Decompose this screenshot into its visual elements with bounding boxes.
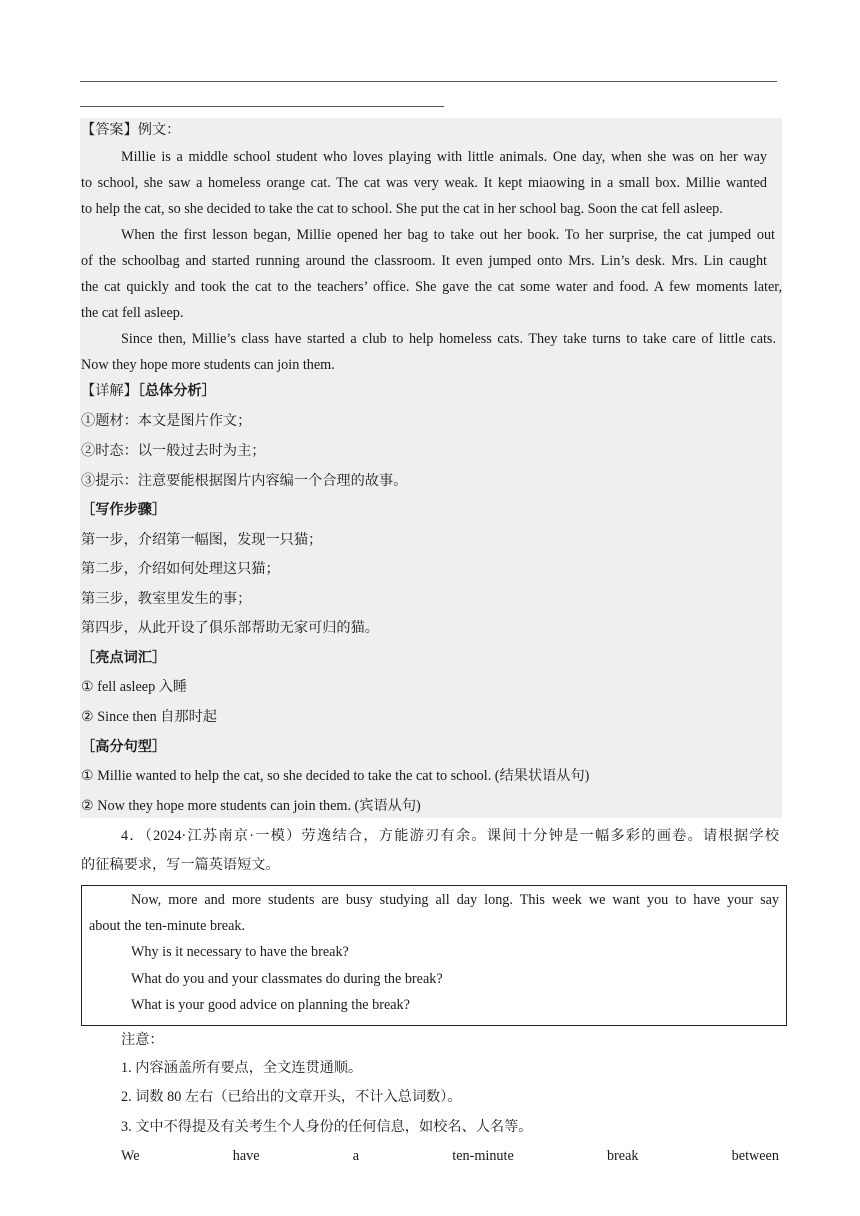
answer-line-2 — [80, 106, 444, 107]
sentence-item: ② Now they hope more students can join them. (宾语从句) — [81, 798, 421, 814]
note-item: 1. 内容涵盖所有要点，全文连贯通顺。 — [121, 1060, 363, 1076]
analysis-section-title: ［总体分析］ — [137, 383, 216, 399]
step-item: 第四步，从此开设了俱乐部帮助无家可归的猫。 — [81, 620, 379, 636]
vocab-header: ［亮点词汇］ — [81, 650, 167, 666]
essay-line: to school, she saw a homeless orange cat. The cat was very weak. It kept miaowing in a small box. Millie wanted — [81, 175, 767, 191]
start-word: ten-minute — [452, 1148, 514, 1164]
answer-header: 【答案】例文： — [81, 122, 181, 138]
sentence-item: ① Millie wanted to help the cat, so she decided to take the cat to school. (结果状语从句) — [81, 768, 590, 784]
question-4-line: 4．（2024·江苏南京·一模）劳逸结合，方能游刃有余。课间十分钟是一幅多彩的画卷。请根据学校 — [121, 828, 779, 844]
step-item: 第三步，教室里发生的事； — [81, 591, 252, 607]
analysis-tag: 【详解】 — [81, 383, 138, 399]
start-word: We — [121, 1148, 140, 1164]
essay-line: When the first lesson began, Millie opened her bag to take out her book. To her surprise, the cat jumped out — [121, 227, 775, 243]
essay-start-line — [121, 1146, 779, 1166]
steps-header: ［写作步骤］ — [81, 502, 167, 518]
sentence-header: ［高分句型］ — [81, 739, 167, 755]
vocab-item: ② Since then 自那时起 — [81, 709, 218, 725]
analysis-point: ②时态：以一般过去时为主； — [81, 443, 266, 459]
essay-line: to help the cat, so she decided to take the cat to school. She put the cat in her school bag. Soon the cat fell asleep. — [81, 201, 723, 217]
start-word: between — [731, 1148, 779, 1164]
start-word: have — [232, 1148, 260, 1164]
notes-header: 注意： — [121, 1032, 164, 1048]
prompt-line: about the ten-minute break. — [89, 918, 246, 934]
note-item: 2. 词数 80 左右（已给出的文章开头，不计入总词数）。 — [121, 1089, 462, 1105]
essay-line: of the schoolbag and started running around the classroom. It even jumped onto Mrs. Lin’s desk. Mrs. Lin caught — [81, 253, 767, 269]
essay-line: the cat quickly and took the cat to the teachers’ office. She gave the cat some water and food. A few moments later, — [81, 279, 782, 295]
essay-line: Since then, Millie’s class have started a club to help homeless cats. They take turns to take care of little cats. — [121, 331, 776, 347]
question-4-line: 的征稿要求，写一篇英语短文。 — [81, 857, 280, 873]
note-item: 3. 文中不得提及有关考生个人身份的任何信息，如校名、人名等。 — [121, 1119, 533, 1135]
vocab-item: ① fell asleep 入睡 — [81, 679, 188, 695]
analysis-point: ①题材：本文是图片作文； — [81, 413, 252, 429]
answer-line-1 — [80, 81, 777, 82]
essay-line: the cat fell asleep. — [81, 305, 184, 321]
start-word: break — [606, 1148, 639, 1164]
step-item: 第一步，介绍第一幅图，发现一只猫； — [81, 532, 323, 548]
prompt-question: What is your good advice on planning the break? — [131, 997, 410, 1013]
prompt-question: What do you and your classmates do during the break? — [131, 971, 443, 987]
essay-line: Millie is a middle school student who loves playing with little animals. One day, when she was on her way — [121, 149, 767, 165]
prompt-line: Now, more and more students are busy studying all day long. This week we want you to have your say — [131, 892, 779, 908]
step-item: 第二步，介绍如何处理这只猫； — [81, 561, 280, 577]
start-word: a — [352, 1148, 360, 1164]
analysis-header — [81, 381, 216, 401]
essay-line: Now they hope more students can join them. — [81, 357, 335, 373]
prompt-question: Why is it necessary to have the break? — [131, 944, 349, 960]
analysis-point: ③提示：注意要能根据图片内容编一个合理的故事。 — [81, 473, 408, 489]
